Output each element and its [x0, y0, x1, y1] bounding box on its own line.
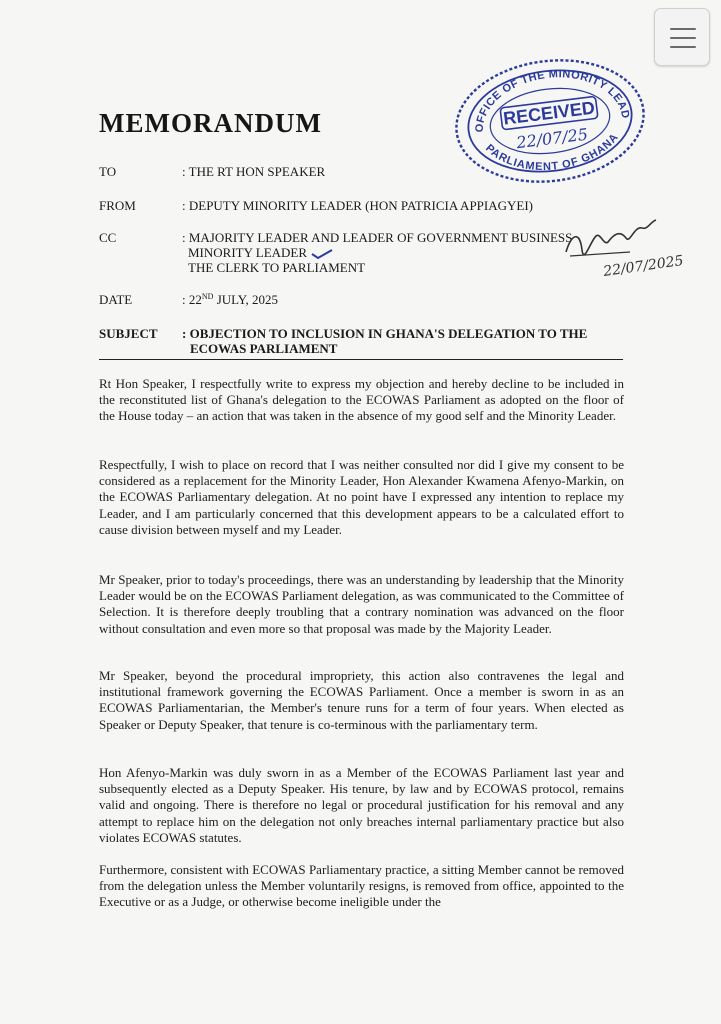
received-stamp: [452, 58, 648, 184]
body-paragraph: Mr Speaker, prior to today's proceedings, there was an understanding by leadership that the Minority Leader would be on the ECOWAS Parliament delegation, as was communicated to the Committee of Selection. It is therefore deeply troubling that a contrary nomination was advanced on the floor without consultation and even more so that proposal was made by the Majority Leader.: [99, 572, 624, 636]
to-label: TO: [99, 164, 117, 179]
handwritten-signature: [560, 212, 710, 292]
cc-label: CC: [99, 230, 117, 245]
signature-date: 22/07/2025: [602, 252, 685, 280]
body-paragraph: Rt Hon Speaker, I respectfully write to express my objection and hereby decline to be included in the reconstituted list of Ghana's delegation to the ECOWAS Parliament as adopted on the floor of the House today – an action that was taken in the absence of my good self and the Minority Leader.: [99, 376, 624, 424]
cc-line: MINORITY LEADER: [182, 245, 572, 260]
stamp-ring-top: OFFICE OF THE MINORITY LEADER: [473, 68, 632, 133]
stamp-ring-bottom: PARLIAMENT OF GHANA: [483, 131, 622, 174]
menu-bar-icon: [670, 37, 696, 39]
body-paragraph: Furthermore, consistent with ECOWAS Parliamentary practice, a sitting Member cannot be removed from the delegation unless the Member voluntarily resigns, is removed from office, appointed to the Executive or as a Judge, or otherwise become ineligible under the: [99, 862, 624, 910]
cc-value: [182, 230, 572, 275]
subject-divider: [99, 359, 623, 360]
date-label: DATE: [99, 292, 133, 307]
from-label: FROM: [99, 198, 136, 213]
body-paragraph: Mr Speaker, beyond the procedural impropriety, this action also contravenes the legal and institutional framework governing the ECOWAS Parliament. Once a member is sworn in as an ECOWAS Parliamentarian, the Member's tenure runs for a term of four years. When elected as Speaker or Deputy Speaker, that tenure is co-terminous with the parliamentary term.: [99, 668, 624, 732]
menu-bar-icon: [670, 46, 696, 48]
date-value: : 22ND JULY, 2025: [182, 292, 278, 307]
to-value: : THE RT HON SPEAKER: [182, 164, 326, 179]
checkmark-icon: [310, 248, 334, 260]
menu-bar-icon: [670, 28, 696, 30]
cc-line: : MAJORITY LEADER AND LEADER OF GOVERNMENT BUSINESS: [182, 230, 573, 245]
memo-title: MEMORANDUM: [99, 108, 322, 138]
menu-button[interactable]: [654, 8, 710, 66]
subject-label: SUBJECT: [99, 326, 158, 341]
from-value: : DEPUTY MINORITY LEADER (HON PATRICIA APPIAGYEI): [182, 198, 533, 213]
body-paragraph: Hon Afenyo-Markin was duly sworn in as a Member of the ECOWAS Parliament last year and subsequently elected as a Deputy Speaker. His tenure, by law and by ECOWAS protocol, remains valid and ongoing. There is therefore no legal or procedural justification for his removal and any attempt to replace him on the delegation not only breaches internal parliamentary practice but also violates ECOWAS statutes.: [99, 765, 624, 845]
stamp-date: 22/07/25: [515, 124, 589, 153]
body-paragraph: Respectfully, I wish to place on record that I was neither consulted nor did I give my consent to be considered as a replacement for the Minority Leader, Hon Alexander Kwamena Afenyo-Markin, on the ECOWAS Parliamentary delegation. At no point have I expressed any intention to replace my Leader, and I am particularly concerned that this development appears to be a calculated effort to cause division between myself and my Leader.: [99, 457, 624, 537]
cc-line: THE CLERK TO PARLIAMENT: [188, 260, 366, 276]
svg-text:OFFICE OF THE MINORITY LEADER: [452, 58, 632, 141]
subject-value: : OBJECTION TO INCLUSION IN GHANA'S DELEGATION TO THE ECOWAS PARLIAMENT: [182, 326, 588, 356]
stamp-label: RECEIVED: [502, 97, 596, 129]
